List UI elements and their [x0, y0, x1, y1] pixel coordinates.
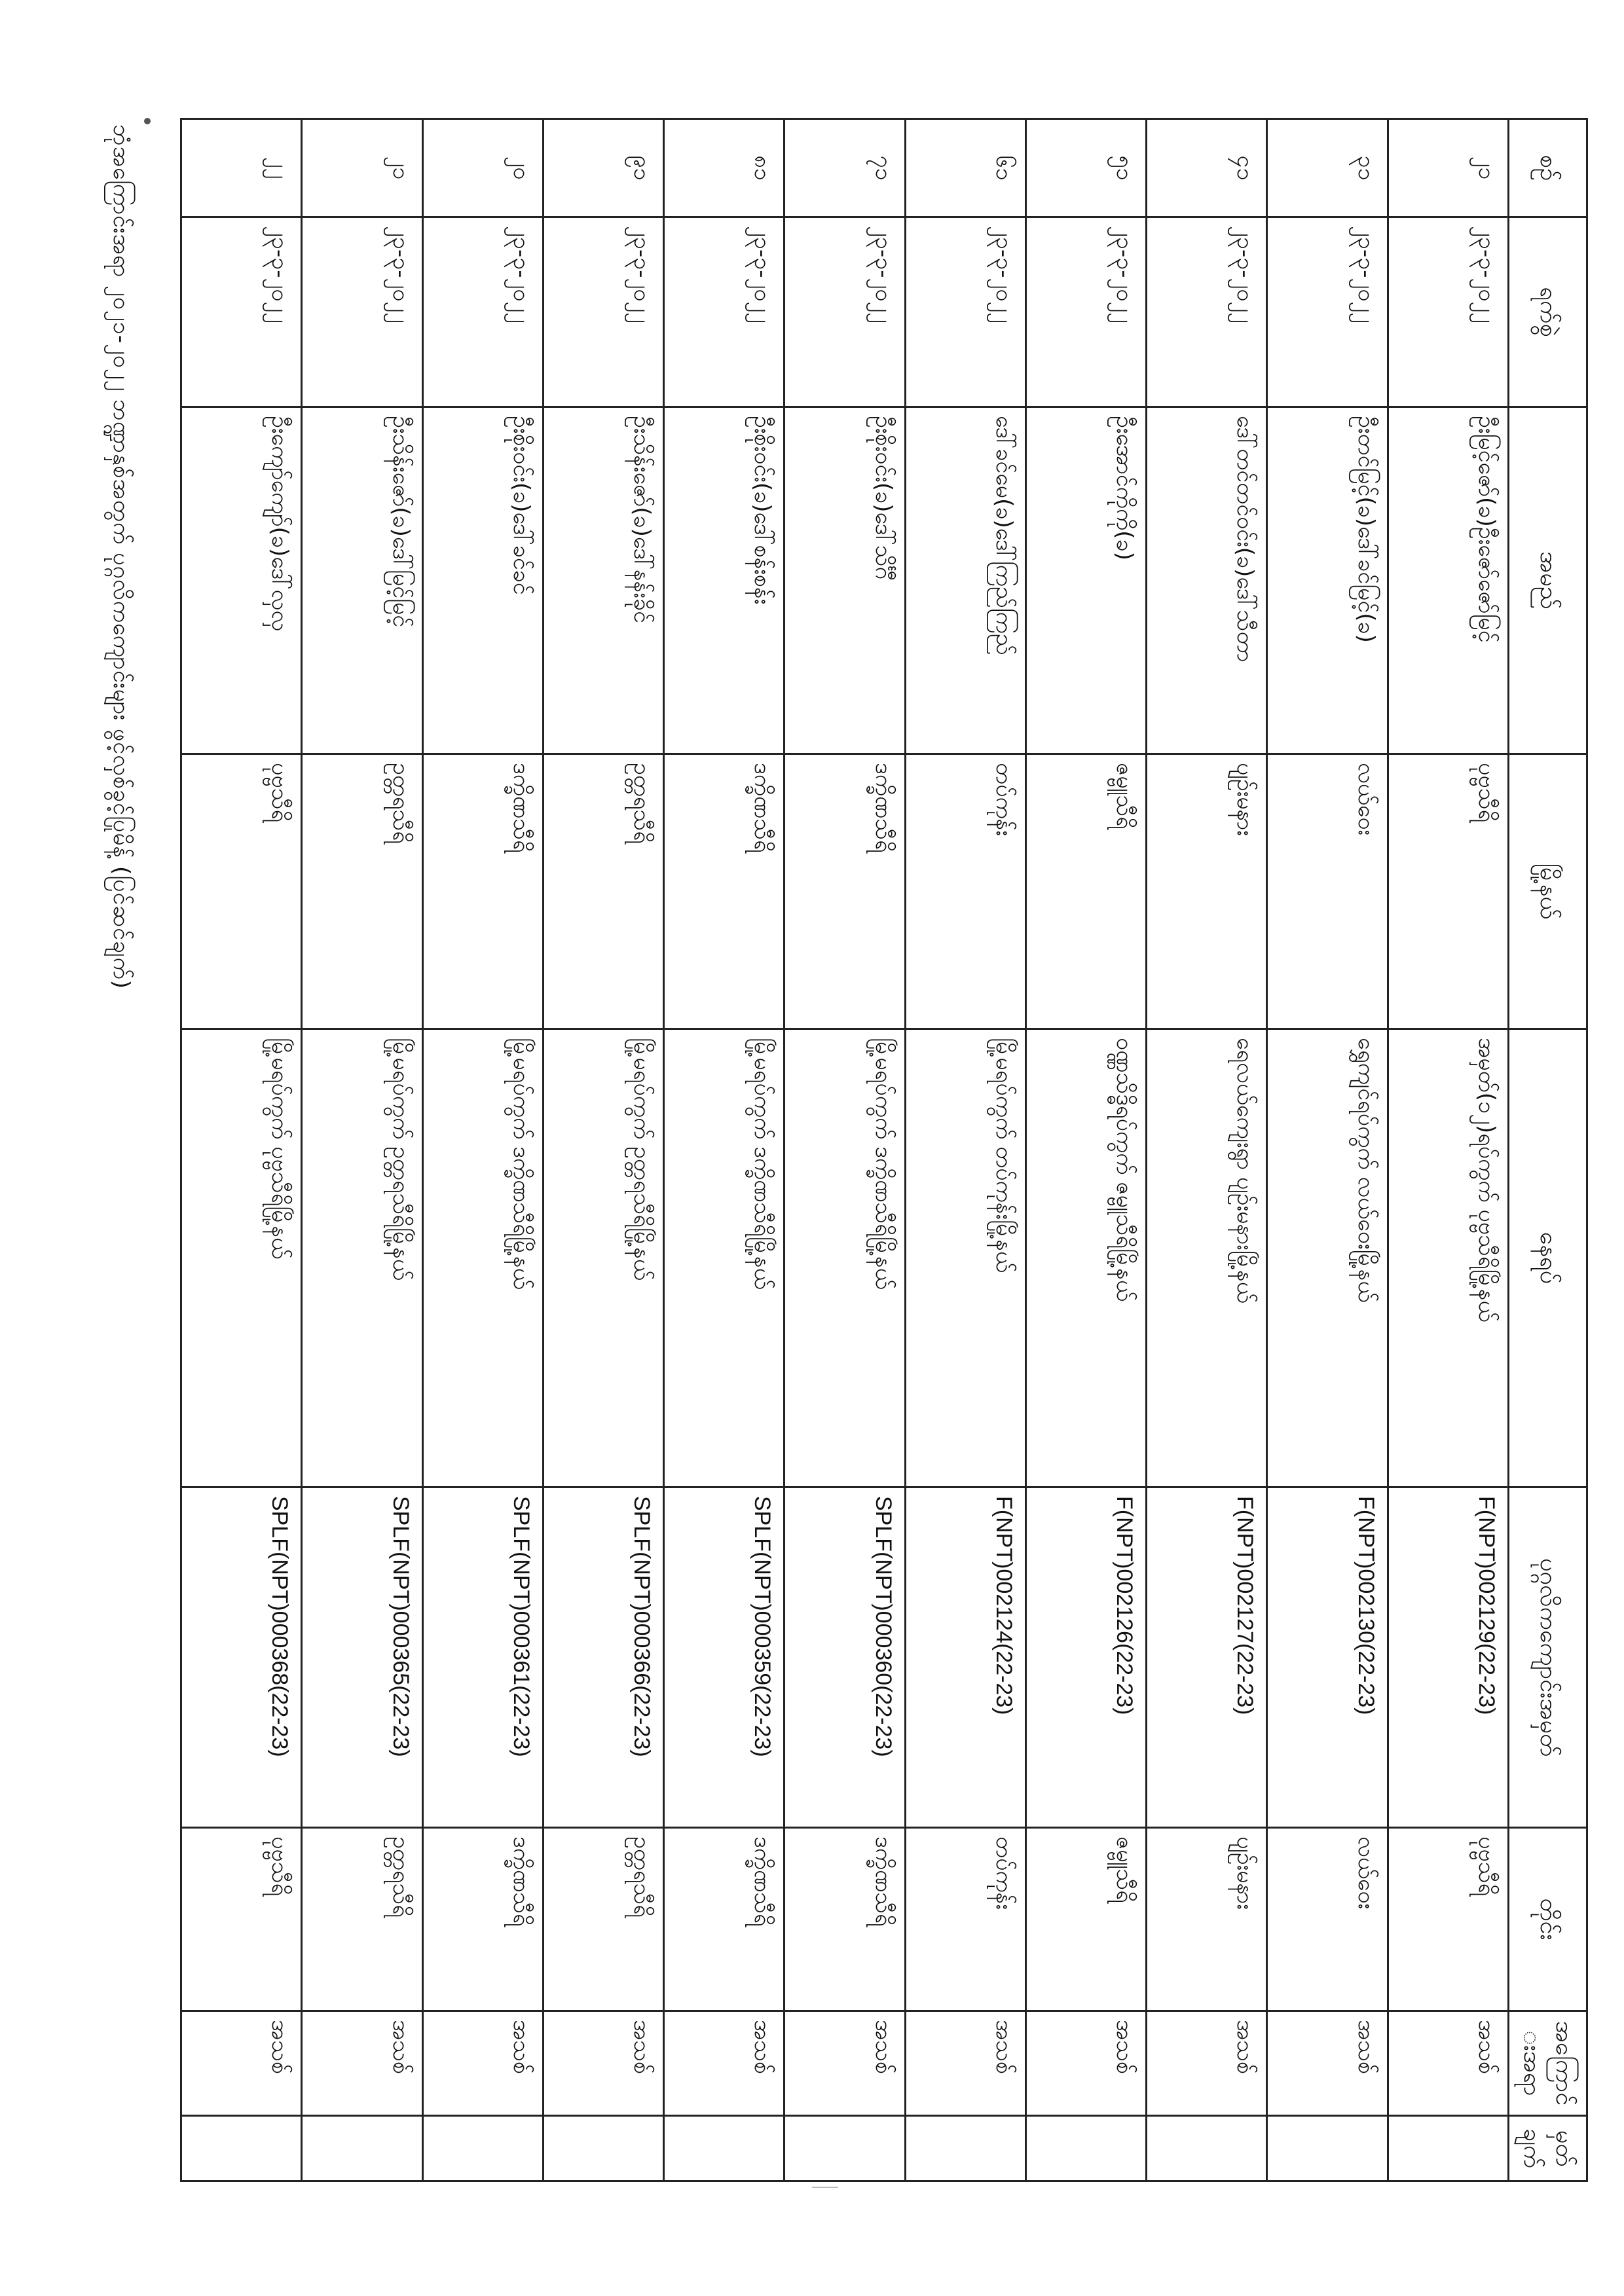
row-status: အသစ် — [543, 2011, 663, 2116]
header-remark: မှတ်ချက် — [1508, 2116, 1587, 2181]
table-row — [1267, 119, 1388, 2181]
row-name: ဦးအောင်ကိုကို(ခ) — [1025, 407, 1146, 754]
table-header-row — [1508, 119, 1587, 2181]
row-license-code: F(NPT)002130(22-23) — [1267, 1487, 1388, 1828]
row-township: တပ်ကုန်း — [905, 754, 1025, 1029]
row-township: ဇမ္ဗူသီရိ — [1025, 754, 1146, 1029]
table-row — [664, 119, 784, 2181]
row-license-code: SPLF(NPT)000359(22-23) — [664, 1487, 784, 1828]
table-row — [302, 119, 422, 2181]
row-date: ၂၃-၃-၂၀၂၂ — [1147, 217, 1267, 407]
row-remark — [784, 2116, 905, 2181]
row-region: ဒက္ခိဏသီရိ — [664, 1828, 784, 2011]
row-remark — [543, 2116, 663, 2181]
row-remark — [664, 2116, 784, 2181]
row-name: ဒေါ်တင်တင်ဝင်း(ခ)ဒေါ်သီတာ — [1147, 407, 1267, 754]
row-status: အသစ် — [664, 2011, 784, 2116]
row-status: အသစ် — [1025, 2011, 1146, 2116]
row-status: အသစ် — [784, 2011, 905, 2116]
row-name: ဒေါ်ခင်မေ(ခ)ဒေါ်ကြည်ကြည် — [905, 407, 1025, 754]
row-township: ပုဗ္ဗသီရိ — [1388, 754, 1508, 1029]
row-region: တပ်ကုန်း — [905, 1828, 1025, 2011]
table-row — [422, 119, 543, 2181]
row-date: ၂၃-၃-၂၀၂၂ — [1025, 217, 1146, 407]
row-township: ဒက္ခိဏသီရိ — [664, 754, 784, 1029]
row-license-code: F(NPT)002127(22-23) — [1147, 1487, 1267, 1828]
registration-table — [180, 118, 1588, 2182]
table-row — [1025, 119, 1146, 2181]
row-address: ဝဏ္ဏသိဒ္ဓိရပ်ကွက် ဇမ္ဗူသီရိမြို့နယ် — [1025, 1029, 1146, 1487]
row-township: ဥတ္တရသီရိ — [302, 754, 422, 1029]
row-license-code: SPLF(NPT)000361(22-23) — [422, 1487, 543, 1828]
row-name: ဦးသိန်းဇော်(ခ)ဒေါ်နန်းခိုင် — [543, 407, 663, 754]
table-row — [905, 119, 1025, 2181]
row-address: ရွှေကျင်ရပ်ကွက် လယ်ဝေးမြို့နယ် — [1267, 1029, 1388, 1487]
row-remark — [1025, 2116, 1146, 2181]
row-township: ပုဗ္ဗသီရိ — [181, 754, 302, 1029]
row-status: အသစ် — [905, 2011, 1025, 2116]
row-name: ဦးစိုးဝင်း(ခ)ဒေါ်သိင်္ဂီ — [784, 407, 905, 754]
row-name: ဦးစိုးဝင်း(ခ)ဒေါ်ခင်ခင် — [422, 407, 543, 754]
row-region: ဇမ္ဗူသီရိ — [1025, 1828, 1146, 2011]
row-date: ၂၃-၃-၂၀၂၂ — [664, 217, 784, 407]
row-address: မြို့မရပ်ကွက် ဒက္ခိဏသီရိမြို့နယ် — [422, 1029, 543, 1487]
header-name: အမည် — [1508, 407, 1587, 754]
row-date: ၂၃-၃-၂၀၂၂ — [302, 217, 422, 407]
row-remark — [181, 2116, 302, 2181]
row-township: ပျဉ်းမနား — [1147, 754, 1267, 1029]
row-number: ၅၁ — [1025, 119, 1146, 217]
row-status: အသစ် — [1267, 2011, 1388, 2116]
row-license-code: SPLF(NPT)000360(22-23) — [784, 1487, 905, 1828]
table-body — [181, 119, 1509, 2181]
row-license-code: F(NPT)002126(22-23) — [1025, 1487, 1146, 1828]
row-address: မြို့မရပ်ကွက် ဒက္ခိဏသီရိမြို့နယ် — [784, 1029, 905, 1487]
header-address: နေရပ် — [1508, 1029, 1587, 1487]
row-number: ၂၂ — [181, 119, 302, 217]
row-date: ၂၃-၃-၂၀၂၂ — [1267, 217, 1388, 407]
row-region: ပျဉ်းမနား — [1147, 1828, 1267, 2011]
header-no: စဉ် — [1508, 119, 1587, 217]
row-address: မြို့မရပ်ကွက် တပ်ကုန်းမြို့နယ် — [905, 1029, 1025, 1487]
header-status: အကြောင်းအရာ — [1508, 2011, 1587, 2116]
table-row — [784, 119, 905, 2181]
row-status: အသစ် — [302, 2011, 422, 2116]
row-name: ဦးစိုးဝင်း(ခ)ဒေါ်စန်းစန်း — [664, 407, 784, 754]
row-number: ၂၀ — [422, 119, 543, 217]
row-number: ၂၁ — [302, 119, 422, 217]
row-region: ဥတ္တရသီရိ — [302, 1828, 422, 2011]
row-township: လယ်ဝေး — [1267, 754, 1388, 1029]
row-status: အသစ် — [1388, 2011, 1508, 2116]
table-row — [543, 119, 663, 2181]
row-number: ၇၁ — [784, 119, 905, 217]
row-remark — [1388, 2116, 1508, 2181]
row-remark — [302, 2116, 422, 2181]
row-license-code: SPLF(NPT)000368(22-23) — [181, 1487, 302, 1828]
row-township: ဒက္ခိဏသီရိ — [422, 754, 543, 1029]
row-name: ဦးမြင့်ဇော်(ခ)ဦးဇော်ဇော်မြင့် — [1388, 407, 1508, 754]
header-date: ရက်စွဲ — [1508, 217, 1587, 407]
row-region: ဒက္ခိဏသီရိ — [422, 1828, 543, 2011]
row-date: ၂၃-၃-၂၀၂၂ — [1388, 217, 1508, 407]
row-status: အသစ် — [181, 2011, 302, 2116]
row-number: ၉၁ — [543, 119, 663, 217]
table-row — [1388, 119, 1508, 2181]
row-status: အသစ် — [422, 2011, 543, 2116]
row-number: ၃၁ — [1267, 119, 1388, 217]
document-title: ဘုံအကြောင်းအရာ ၂၀၂၁-၂၀၂၂ ဘဏ္ဍာနှစ်အတွက် ပုဂ္ဂလိကကျောင်းများ ဖွင့်လှစ်ခွင့်ပြုမိန့် (ပြင်ဆင်ချက်) — [108, 124, 134, 990]
row-license-code: F(NPT)002129(22-23) — [1388, 1487, 1508, 1828]
row-license-code: F(NPT)002124(22-23) — [905, 1487, 1025, 1828]
row-remark — [905, 2116, 1025, 2181]
row-name: ဦးတင်မြင့်(ခ)ဒေါ်ခင်မြင့်(ခ) — [1267, 407, 1388, 754]
row-date: ၂၃-၃-၂၀၂၂ — [784, 217, 905, 407]
row-status: အသစ် — [1147, 2011, 1267, 2116]
row-region: ပုဗ္ဗသီရိ — [1388, 1828, 1508, 2011]
row-number: ၆၁ — [905, 119, 1025, 217]
row-name: ဦးကျော်ကျော်(ခ)ဒေါ်လှလှ — [181, 407, 302, 754]
row-number: ၄၁ — [1147, 119, 1267, 217]
row-region: လယ်ဝေး — [1267, 1828, 1388, 2011]
row-name: ဦးသိန်းဇော်(ခ)ဒေါ်မြင့်မြင့် — [302, 407, 422, 754]
scan-artifact — [812, 2187, 838, 2188]
row-region: ပုဗ္ဗသီရိ — [181, 1828, 302, 2011]
row-number: ၈၁ — [664, 119, 784, 217]
row-number: ၂၁ — [1388, 119, 1508, 217]
row-region: ဥတ္တရသီရိ — [543, 1828, 663, 2011]
row-date: ၂၃-၃-၂၀၂၂ — [905, 217, 1025, 407]
row-remark — [1267, 2116, 1388, 2181]
row-address: မြို့မရပ်ကွက် ဒက္ခိဏသီရိမြို့နယ် — [664, 1029, 784, 1487]
row-license-code: SPLF(NPT)000365(22-23) — [302, 1487, 422, 1828]
row-township: ဥတ္တရသီရိ — [543, 754, 663, 1029]
row-township: ဒက္ခိဏသီရိ — [784, 754, 905, 1029]
table-row — [181, 119, 302, 2181]
header-region: တိုင်း — [1508, 1828, 1587, 2011]
row-address: ရေလယ်ကျေးရွာ ပျဉ်းမနားမြို့နယ် — [1147, 1029, 1267, 1487]
row-date: ၂၃-၃-၂၀၂၂ — [181, 217, 302, 407]
row-address: အမှတ်(၁၂)ရပ်ကွက် ပုဗ္ဗသီရိမြို့နယ် — [1388, 1029, 1508, 1487]
row-region: ဒက္ခိဏသီရိ — [784, 1828, 905, 2011]
row-date: ၂၃-၃-၂၀၂၂ — [543, 217, 663, 407]
row-remark — [1147, 2116, 1267, 2181]
row-address: မြို့မရပ်ကွက် ဥတ္တရသီရိမြို့နယ် — [543, 1029, 663, 1487]
row-address: မြို့မရပ်ကွက် ပုဗ္ဗသီရိမြို့နယ် — [181, 1029, 302, 1487]
header-township: မြို့နယ် — [1508, 754, 1587, 1029]
table-row — [1147, 119, 1267, 2181]
punch-mark — [144, 118, 151, 124]
header-code: ပုဂ္ဂလိကကျောင်းအမှတ် — [1508, 1487, 1587, 1828]
row-remark — [422, 2116, 543, 2181]
row-date: ၂၃-၃-၂၀၂၂ — [422, 217, 543, 407]
row-license-code: SPLF(NPT)000366(22-23) — [543, 1487, 663, 1828]
row-address: မြို့မရပ်ကွက် ဥတ္တရသီရိမြို့နယ် — [302, 1029, 422, 1487]
